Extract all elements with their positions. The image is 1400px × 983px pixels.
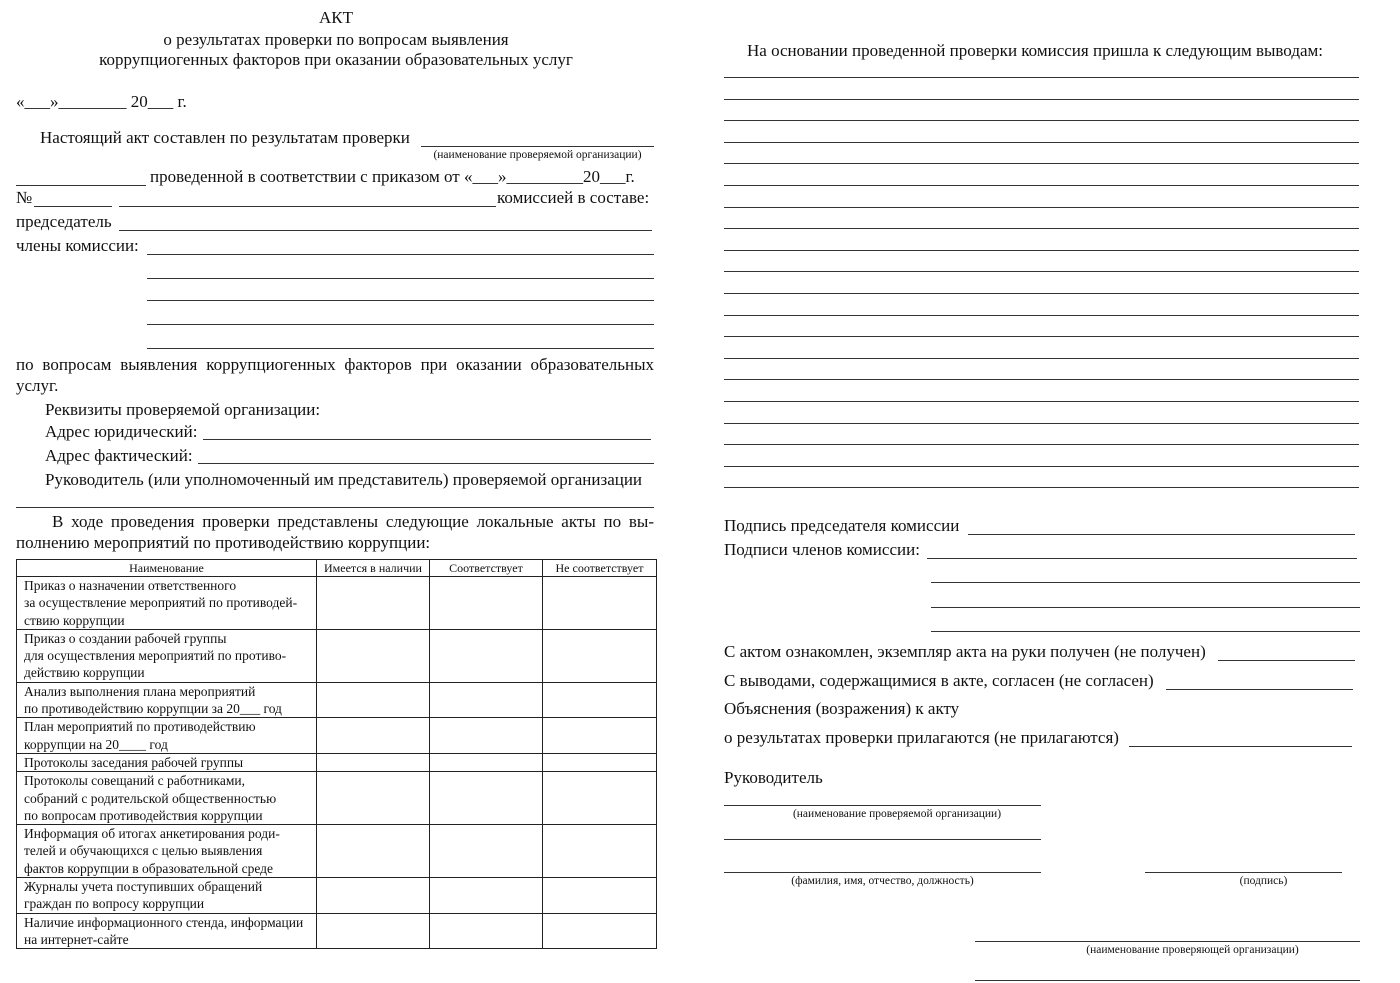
noncompliant-cell[interactable] <box>543 629 657 682</box>
row-name-cell: Приказ о назначении ответственного за осуществление мероприятий по противодей- ствию коррупции <box>17 577 317 630</box>
conclusion-line[interactable] <box>724 315 1359 316</box>
available-cell[interactable] <box>317 913 430 949</box>
compliant-cell[interactable] <box>430 753 543 771</box>
act-subtitle-line2: коррупциогенных факторов при оказании образовательных услуг <box>99 50 573 69</box>
acts-line1: В ходе проведения проверки представлены следующие локальные акты по вы- <box>52 512 654 531</box>
act-title: АКТ <box>319 8 353 27</box>
head-label-right: Руководитель <box>724 768 823 787</box>
compliant-cell[interactable] <box>430 682 543 718</box>
row-name-cell: Журналы учета поступивших обращений граждан по вопросу коррупции <box>17 878 317 914</box>
compliant-cell[interactable] <box>430 913 543 949</box>
legal-address-field[interactable] <box>203 439 651 440</box>
org-name-continuation-field[interactable] <box>16 185 146 186</box>
conclusion-line[interactable] <box>724 379 1359 380</box>
available-cell[interactable] <box>317 577 430 630</box>
row-name-cell: Анализ выполнения плана мероприятий по противодействию коррупции за 20___ год <box>17 682 317 718</box>
compliant-cell[interactable] <box>430 629 543 682</box>
table-row <box>17 718 657 754</box>
objections-line1: Объяснения (возражения) к акту <box>724 699 960 718</box>
row-name-cell: План мероприятий по противодействию коррупции на 20____ год <box>17 718 317 754</box>
member-field-4[interactable] <box>147 324 654 325</box>
conclusion-line[interactable] <box>724 77 1359 78</box>
head-fio-field-2[interactable] <box>724 872 1041 873</box>
member-signature-field-3[interactable] <box>931 607 1360 608</box>
commission-text: комиссией в составе: <box>497 188 650 207</box>
acquainted-text: С актом ознакомлен, экземпляр акта на руки получен (не получен) <box>724 642 1206 661</box>
available-cell[interactable] <box>317 825 430 878</box>
conclusion-line[interactable] <box>724 336 1359 337</box>
available-cell[interactable] <box>317 878 430 914</box>
row-name-cell: Протоколы заседания рабочей группы <box>17 753 317 771</box>
inspecting-org-caption: (наименование проверяющей организации) <box>1086 944 1299 956</box>
objections-field[interactable] <box>1129 746 1352 747</box>
conclusion-line[interactable] <box>724 142 1359 143</box>
compliant-cell[interactable] <box>430 718 543 754</box>
conclusion-line[interactable] <box>724 185 1359 186</box>
requisites-label: Реквизиты проверяемой организации: <box>45 400 321 419</box>
number-label: № <box>16 188 33 207</box>
conclusion-line[interactable] <box>724 271 1359 272</box>
available-cell[interactable] <box>317 629 430 682</box>
conclusions-label: На основании проведенной проверки комиссия пришла к следующим выводам: <box>747 41 1323 60</box>
head-org-field[interactable] <box>724 805 1041 806</box>
intro-text: Настоящий акт составлен по результатам проверки <box>40 128 410 147</box>
chairman-label: председатель <box>16 212 112 231</box>
table-row <box>17 629 657 682</box>
column-header: Не соответствует <box>543 560 657 577</box>
noncompliant-cell[interactable] <box>543 682 657 718</box>
table-row <box>17 772 657 825</box>
act-subtitle-line1: о результатах проверки по вопросам выявления <box>163 30 509 49</box>
acquainted-field[interactable] <box>1218 660 1355 661</box>
chair-signature-field[interactable] <box>968 534 1355 535</box>
member-signature-field-4[interactable] <box>931 631 1360 632</box>
member-signature-field-2[interactable] <box>931 582 1360 583</box>
conclusion-line[interactable] <box>724 466 1359 467</box>
head-name-field[interactable] <box>16 507 654 508</box>
noncompliant-cell[interactable] <box>543 825 657 878</box>
available-cell[interactable] <box>317 682 430 718</box>
noncompliant-cell[interactable] <box>543 878 657 914</box>
local-acts-table <box>16 559 657 949</box>
column-header: Наименование <box>17 560 317 577</box>
acts-line2: полнению мероприятий по противодействию коррупции: <box>16 533 431 552</box>
member-field-1[interactable] <box>147 254 654 255</box>
table-header-row <box>17 560 657 577</box>
chair-signature-label: Подпись председателя комиссии <box>724 516 960 535</box>
member-field-5[interactable] <box>147 348 654 349</box>
conclusion-line[interactable] <box>724 99 1359 100</box>
conclusion-line[interactable] <box>724 487 1359 488</box>
members-label: члены комиссии: <box>16 236 139 255</box>
column-header: Соответствует <box>430 560 543 577</box>
head-signature-field[interactable] <box>1145 872 1342 873</box>
topic-line2: услуг. <box>16 376 59 395</box>
fio-caption: (фамилия, имя, отчество, должность) <box>791 875 974 887</box>
inspecting-org-field-2[interactable] <box>975 980 1360 981</box>
members-signature-label: Подписи членов комиссии: <box>724 540 920 559</box>
table-row <box>17 577 657 630</box>
column-header: Имеется в наличии <box>317 560 430 577</box>
signature-caption: (подпись) <box>1239 875 1288 887</box>
head-org-caption: (наименование проверяемой организации) <box>792 808 1002 820</box>
table-row <box>17 878 657 914</box>
conclusion-line[interactable] <box>724 120 1359 121</box>
conclusion-line[interactable] <box>724 228 1359 229</box>
available-cell[interactable] <box>317 753 430 771</box>
compliant-cell[interactable] <box>430 772 543 825</box>
noncompliant-cell[interactable] <box>543 913 657 949</box>
available-cell[interactable] <box>317 718 430 754</box>
org-name-field[interactable] <box>421 146 654 147</box>
conclusion-line[interactable] <box>724 163 1359 164</box>
conclusion-line[interactable] <box>724 250 1359 251</box>
actual-address-label: Адрес фактический: <box>45 446 193 465</box>
compliant-cell[interactable] <box>430 577 543 630</box>
objections-line2: о результатах проверки прилагаются (не прилагаются) <box>724 728 1119 747</box>
table-row <box>17 825 657 878</box>
order-text: проведенной в соответствии с приказом от «___»_________20___г. <box>150 167 635 186</box>
commission-field[interactable] <box>119 206 496 207</box>
head-fio-field-1[interactable] <box>724 839 1041 840</box>
row-name-cell: Наличие информационного стенда, информации на интернет-сайте <box>17 913 317 949</box>
compliant-cell[interactable] <box>430 878 543 914</box>
chairman-field[interactable] <box>119 230 652 231</box>
row-name-cell: Приказ о создании рабочей группы для осуществления мероприятий по противо- действию коррупции <box>17 629 317 682</box>
conclusion-line[interactable] <box>724 293 1359 294</box>
compliant-cell[interactable] <box>430 825 543 878</box>
available-cell[interactable] <box>317 772 430 825</box>
member-field-2[interactable] <box>147 278 654 279</box>
topic-line1: по вопросам выявления коррупциогенных факторов при оказании образовательных <box>16 355 654 374</box>
conclusion-line[interactable] <box>724 358 1359 359</box>
legal-address-label: Адрес юридический: <box>45 422 198 441</box>
table-row <box>17 913 657 949</box>
order-number-field[interactable] <box>34 206 112 207</box>
actual-address-field[interactable] <box>198 463 654 464</box>
agree-field[interactable] <box>1166 689 1353 690</box>
conclusion-line[interactable] <box>724 444 1359 445</box>
noncompliant-cell[interactable] <box>543 772 657 825</box>
row-name-cell: Информация об итогах анкетирования роди- телей и обучающихся с целью выявления фактов коррупции в образовательной среде <box>17 825 317 878</box>
member-signature-field-1[interactable] <box>927 558 1357 559</box>
row-name-cell: Протоколы совещаний с работниками, собраний с родительской общественностью по вопросам противодействия коррупции <box>17 772 317 825</box>
inspecting-org-field[interactable] <box>975 941 1360 942</box>
agree-text: С выводами, содержащимися в акте, согласен (не согласен) <box>724 671 1154 690</box>
conclusion-line[interactable] <box>724 423 1359 424</box>
table-row <box>17 753 657 771</box>
date-line: «___»________ 20___ г. <box>16 92 187 111</box>
noncompliant-cell[interactable] <box>543 718 657 754</box>
conclusion-line[interactable] <box>724 207 1359 208</box>
head-label: Руководитель (или уполномоченный им представитель) проверяемой организации <box>45 470 643 489</box>
member-field-3[interactable] <box>147 300 654 301</box>
noncompliant-cell[interactable] <box>543 577 657 630</box>
conclusion-line[interactable] <box>724 401 1359 402</box>
table-row <box>17 682 657 718</box>
noncompliant-cell[interactable] <box>543 753 657 771</box>
org-caption: (наименование проверяемой организации) <box>433 149 642 161</box>
